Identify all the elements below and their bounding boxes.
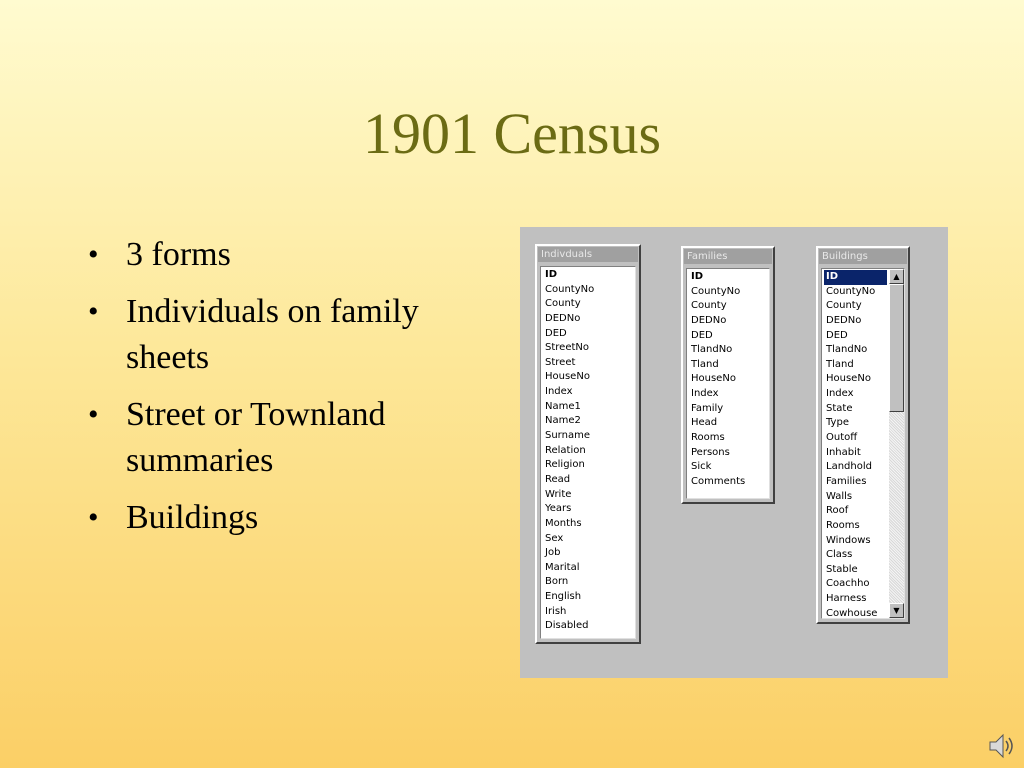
buildings-items bbox=[824, 270, 887, 619]
individuals-field-item[interactable]: Sex bbox=[545, 532, 564, 544]
individuals-field-item[interactable]: HouseNo bbox=[545, 371, 590, 383]
bullet-list bbox=[88, 232, 488, 552]
buildings-field-item[interactable]: Families bbox=[826, 475, 867, 487]
individuals-field-item[interactable]: Born bbox=[545, 576, 569, 588]
scroll-down-arrow-icon[interactable]: ▼ bbox=[889, 603, 904, 618]
individuals-field-item[interactable]: County bbox=[545, 298, 581, 310]
families-field-item[interactable]: County bbox=[691, 300, 727, 312]
individuals-field-item[interactable]: Surname bbox=[545, 430, 590, 442]
buildings-field-item[interactable]: County bbox=[826, 300, 862, 312]
families-field-item[interactable]: CountyNo bbox=[691, 285, 741, 297]
families-field-item[interactable]: Sick bbox=[691, 461, 712, 473]
individuals-list-box[interactable] bbox=[540, 266, 636, 639]
individuals-field-item[interactable]: Job bbox=[545, 547, 561, 559]
individuals-field-item[interactable]: Years bbox=[545, 503, 572, 515]
families-field-item[interactable]: TlandNo bbox=[691, 344, 733, 356]
buildings-field-item[interactable]: Class bbox=[826, 549, 853, 561]
families-field-item[interactable]: Tland bbox=[691, 358, 719, 370]
bullet-item: • Street or Townland summaries bbox=[88, 392, 488, 484]
buildings-field-item[interactable]: Harness bbox=[826, 593, 867, 605]
individuals-field-item[interactable]: Irish bbox=[545, 605, 567, 617]
individuals-items bbox=[543, 268, 633, 634]
families-field-list[interactable] bbox=[681, 246, 775, 504]
families-field-item[interactable]: Persons bbox=[691, 446, 730, 458]
individuals-field-item[interactable]: Name2 bbox=[545, 415, 581, 427]
buildings-field-item[interactable]: DEDNo bbox=[826, 314, 862, 326]
families-field-item[interactable]: Comments bbox=[691, 475, 746, 487]
individuals-field-item[interactable]: English bbox=[545, 591, 582, 603]
bullet-item: • 3 forms bbox=[88, 232, 488, 278]
families-field-item[interactable]: Index bbox=[691, 388, 719, 400]
families-title: Families bbox=[684, 249, 772, 264]
buildings-field-item[interactable]: Walls bbox=[826, 490, 853, 502]
families-field-item[interactable]: DED bbox=[691, 329, 713, 341]
buildings-field-item[interactable]: HouseNo bbox=[826, 373, 871, 385]
families-field-item[interactable]: ID bbox=[691, 271, 704, 282]
buildings-field-list[interactable] bbox=[816, 246, 910, 624]
individuals-field-item[interactable]: Index bbox=[545, 386, 573, 398]
buildings-field-item[interactable]: Coachho bbox=[826, 578, 870, 590]
buildings-field-item[interactable]: Roof bbox=[826, 505, 849, 517]
bullet-item: • Buildings bbox=[88, 495, 488, 541]
families-field-item[interactable]: Rooms bbox=[691, 432, 725, 444]
individuals-field-item[interactable]: ID bbox=[545, 269, 558, 280]
families-field-item[interactable]: Head bbox=[691, 417, 718, 429]
individuals-field-item[interactable]: Marital bbox=[545, 561, 580, 573]
individuals-title: Indivduals bbox=[538, 247, 638, 262]
scroll-thumb[interactable] bbox=[889, 284, 904, 412]
buildings-field-item[interactable]: Landhold bbox=[826, 461, 872, 473]
buildings-field-item[interactable]: DED bbox=[826, 329, 848, 341]
buildings-list-box[interactable] bbox=[821, 268, 905, 619]
individuals-field-item[interactable]: Months bbox=[545, 517, 582, 529]
buildings-field-item[interactable]: TlandNo bbox=[826, 344, 868, 356]
scroll-up-arrow-icon[interactable]: ▲ bbox=[889, 269, 904, 284]
individuals-field-item[interactable]: Name1 bbox=[545, 400, 581, 412]
buildings-field-item[interactable]: Index bbox=[826, 388, 854, 400]
individuals-field-item[interactable]: Write bbox=[545, 488, 572, 500]
buildings-title: Buildings bbox=[819, 249, 907, 264]
buildings-field-item[interactable]: Rooms bbox=[826, 519, 860, 531]
buildings-field-item[interactable]: Type bbox=[826, 417, 849, 429]
individuals-field-item[interactable]: StreetNo bbox=[545, 342, 589, 354]
families-field-item[interactable]: DEDNo bbox=[691, 314, 727, 326]
individuals-field-item[interactable]: Read bbox=[545, 473, 571, 485]
individuals-field-item[interactable]: DEDNo bbox=[545, 312, 581, 324]
individuals-field-item[interactable]: CountyNo bbox=[545, 283, 595, 295]
bullet-item: • Individuals on family sheets bbox=[88, 289, 488, 381]
individuals-field-item[interactable]: Relation bbox=[545, 444, 586, 456]
buildings-field-item[interactable]: Tland bbox=[826, 358, 854, 370]
families-field-item[interactable]: HouseNo bbox=[691, 373, 736, 385]
buildings-scrollbar[interactable] bbox=[889, 269, 904, 618]
database-screenshot bbox=[520, 227, 948, 678]
individuals-field-item[interactable]: DED bbox=[545, 327, 567, 339]
buildings-field-item[interactable]: ID bbox=[824, 270, 887, 285]
individuals-field-item[interactable]: Street bbox=[545, 356, 576, 368]
families-list-box[interactable] bbox=[686, 268, 770, 499]
buildings-field-item[interactable]: Outoff bbox=[826, 432, 858, 444]
individuals-field-item[interactable]: Disabled bbox=[545, 620, 589, 632]
individuals-field-item[interactable]: Religion bbox=[545, 459, 585, 471]
buildings-field-item[interactable]: CountyNo bbox=[826, 285, 876, 297]
buildings-field-item[interactable]: Inhabit bbox=[826, 446, 861, 458]
buildings-field-item[interactable]: Stable bbox=[826, 563, 858, 575]
speaker-icon[interactable] bbox=[988, 730, 1016, 762]
buildings-field-item[interactable]: State bbox=[826, 402, 853, 414]
buildings-field-item[interactable]: Cowhouse bbox=[826, 607, 878, 619]
individuals-field-list[interactable] bbox=[535, 244, 641, 644]
families-field-item[interactable]: Family bbox=[691, 402, 724, 414]
slide-title: 1901 Census bbox=[362, 101, 662, 166]
buildings-field-item[interactable]: Windows bbox=[826, 534, 871, 546]
families-items bbox=[689, 270, 767, 490]
